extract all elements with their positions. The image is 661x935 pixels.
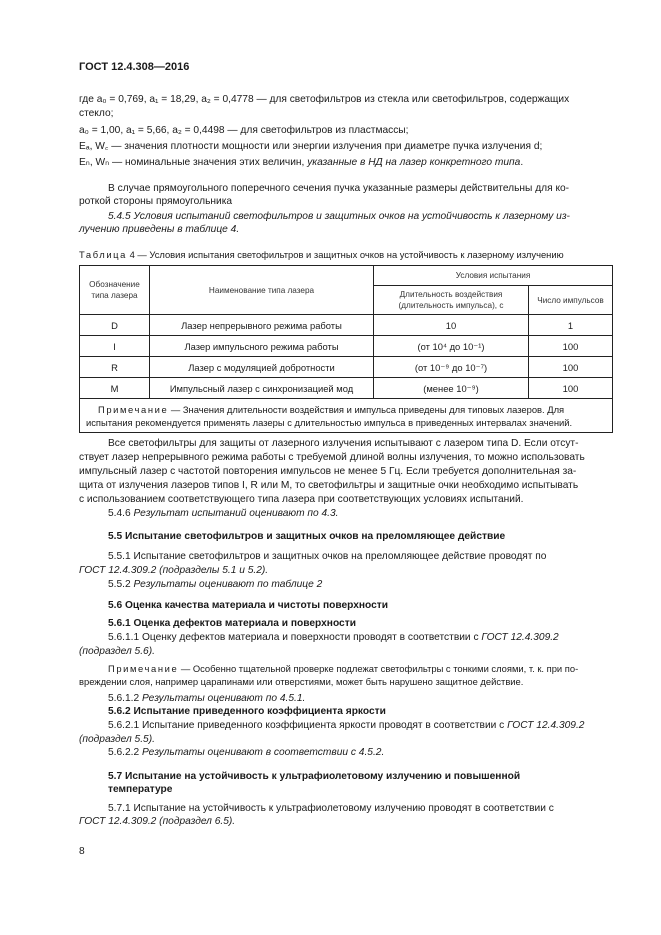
cell-pulses: 100 (529, 378, 613, 399)
cell-duration: (менее 10⁻⁹) (374, 378, 529, 399)
table-row (80, 336, 613, 357)
paragraph-line: щита от излучения лазеров типов I, R или M, то светофильтры и защитные очки необходимо испытывать (79, 480, 579, 491)
section-heading: 5.5 Испытание светофильтров и защитных очков на преломляющее действие (108, 531, 506, 542)
text-normal: 5.6.1.1 Оценку дефектов материала и поверхности проводят в соответствии с (108, 632, 482, 643)
paragraph-line (108, 578, 322, 591)
page-number: 8 (79, 846, 85, 857)
cell-code: M (80, 378, 150, 399)
table-note-line: испытания рекомендуется применять лазеры с длительностью импульса в приведенных интервалах значений. (86, 416, 573, 428)
clause-number: 5.6.2.2 (108, 747, 142, 758)
paragraph-line: лучению приведены в таблице 4. (79, 224, 240, 235)
cell-name: Лазер непрерывного режима работы (150, 315, 374, 336)
formula-explanation-line (79, 156, 523, 169)
paragraph-line: ствует лазер непрерывного режима работы с требуемой длиной волны излучения, то можно использовать (79, 452, 585, 463)
cell-duration: 10 (374, 315, 529, 336)
paragraph-line: Все светофильтры для защиты от лазерного излучения испытывают с лазером типа D. Если отсут- (108, 438, 579, 449)
text-normal: Eₙ, Wₙ — номинальные значения этих величин, (79, 157, 308, 168)
paragraph-line (108, 507, 339, 520)
header-exposure-duration: Длительность воздействия (длительность импульса), с (374, 286, 529, 315)
note-word: Примечание (98, 403, 169, 415)
section-heading: температуре (108, 784, 173, 795)
clause-text: Результаты оценивают по 4.5.1. (142, 693, 306, 704)
table-row (80, 357, 613, 378)
cell-code: I (80, 336, 150, 357)
caption-text: 4 — Условия испытания светофильтров и защитных очков на устойчивость к лазерному излучению (126, 249, 564, 260)
formula-explanation-line: где a₀ = 0,769, a₁ = 18,29, a₂ = 0,4778 — для светофильтров из стекла или светофильтров, содержащих (79, 94, 570, 105)
note-text: — Значения длительности воздействия и импульса приведены для типовых лазеров. Для (168, 403, 565, 415)
cell-pulses: 100 (529, 336, 613, 357)
section-heading: 5.7 Испытание на устойчивость к ультрафиолетовому излучению и повышенной (108, 771, 521, 782)
cell-name: Импульсный лазер с синхронизацией мод (150, 378, 374, 399)
header-test-conditions: Условия испытания (374, 266, 613, 286)
paragraph-line (108, 746, 384, 759)
paragraph-line: роткой стороны прямоугольника (79, 196, 233, 207)
clause-text: Результаты оценивают по таблице 2 (133, 579, 323, 590)
paragraph-line: В случае прямоугольного поперечного сечения пучка указанные размеры действительны для ко- (108, 183, 570, 194)
paragraph-line: (подраздел 5.6). (79, 646, 155, 657)
paragraph-line: с использованием соответствующего типа лазера при соответствующих условиях испытаний. (79, 494, 524, 505)
clause-text: Результат испытаний оценивают по 4.3. (133, 508, 339, 519)
paragraph-line: 5.4.5 Условия испытаний светофильтров и защитных очков на устойчивость к лазерному из- (108, 211, 570, 222)
header-laser-name: Наименование типа лазера (150, 266, 374, 315)
paragraph-line: 5.5.1 Испытание светофильтров и защитных очков на преломляющее действие проводят по (108, 551, 547, 562)
section-heading: 5.6 Оценка качества материала и чистоты поверхности (108, 600, 389, 611)
paragraph-line (108, 692, 305, 705)
note-text: — Особенно тщательной проверке подлежат светофильтры с тонкими слоями, т. к. при по- (178, 663, 579, 674)
text-normal: 5.6.2.1 Испытание приведенного коэффициента яркости проводят в соответствии с (108, 720, 508, 731)
standard-reference: ГОСТ 12.4.309.2 (481, 632, 559, 643)
note-line: вреждении слоя, например царапинами или отверстиями, может быть нарушено защитное действие. (79, 676, 524, 687)
subsection-heading: 5.6.1 Оценка дефектов материала и поверхности (108, 618, 356, 629)
subsection-heading: 5.6.2 Испытание приведенного коэффициента яркости (108, 706, 386, 717)
laser-test-conditions-table (79, 265, 613, 433)
cell-duration: (от 10⁴ до 10⁻¹) (374, 336, 529, 357)
table-row (80, 378, 613, 399)
header-pulse-count: Число импульсов (529, 286, 613, 315)
cell-code: D (80, 315, 150, 336)
document-standard-header: ГОСТ 12.4.308—2016 (79, 61, 190, 73)
header-laser-code: Обозначение типа лазера (80, 266, 150, 315)
clause-text: Результаты оценивают в соответствии с 4.5.2. (142, 747, 385, 758)
table-caption (79, 248, 564, 261)
standard-reference: ГОСТ 12.4.309.2 (507, 720, 585, 731)
clause-number: 5.6.1.2 (108, 693, 142, 704)
formula-explanation-line: Eₐ, W꜀ — значения плотности мощности или энергии излучения при диаметре пучка излучения d; (79, 141, 543, 152)
clause-number: 5.4.6 (108, 508, 134, 519)
paragraph-line: ГОСТ 12.4.309.2 (подраздел 6.5). (79, 816, 236, 827)
cell-name: Лазер импульсного режима работы (150, 336, 374, 357)
table-row (80, 315, 613, 336)
paragraph-line: ГОСТ 12.4.309.2 (подразделы 5.1 и 5.2). (79, 565, 269, 576)
text-italic: указанные в НД на лазер конкретного типа (307, 157, 521, 168)
paragraph-line (108, 631, 559, 644)
formula-explanation-line: стекло; (79, 108, 114, 119)
clause-number: 5.5.2 (108, 579, 134, 590)
paragraph-line: (подраздел 5.5). (79, 734, 155, 745)
cell-code: R (80, 357, 150, 378)
paragraph-line: импульсный лазер с частотой повторения импульсов не менее 5 Гц. Если требуется дополнительная за- (79, 466, 577, 477)
table-note (80, 399, 613, 433)
table-note-line (86, 403, 606, 416)
cell-name: Лазер с модуляцией добротности (150, 357, 374, 378)
paragraph-line (108, 719, 584, 732)
cell-pulses: 1 (529, 315, 613, 336)
note-line (108, 662, 578, 675)
note-word: Примечание (108, 663, 179, 674)
text-normal: . (520, 157, 524, 168)
cell-pulses: 100 (529, 357, 613, 378)
caption-word: Таблица (79, 249, 127, 260)
formula-explanation-line: a₀ = 1,00, a₁ = 5,66, a₂ = 0,4498 — для светофильтров из пластмассы; (79, 125, 409, 136)
paragraph-line: 5.7.1 Испытание на устойчивость к ультрафиолетовому излучению проводят в соответствии с (108, 803, 554, 814)
cell-duration: (от 10⁻⁹ до 10⁻⁷) (374, 357, 529, 378)
